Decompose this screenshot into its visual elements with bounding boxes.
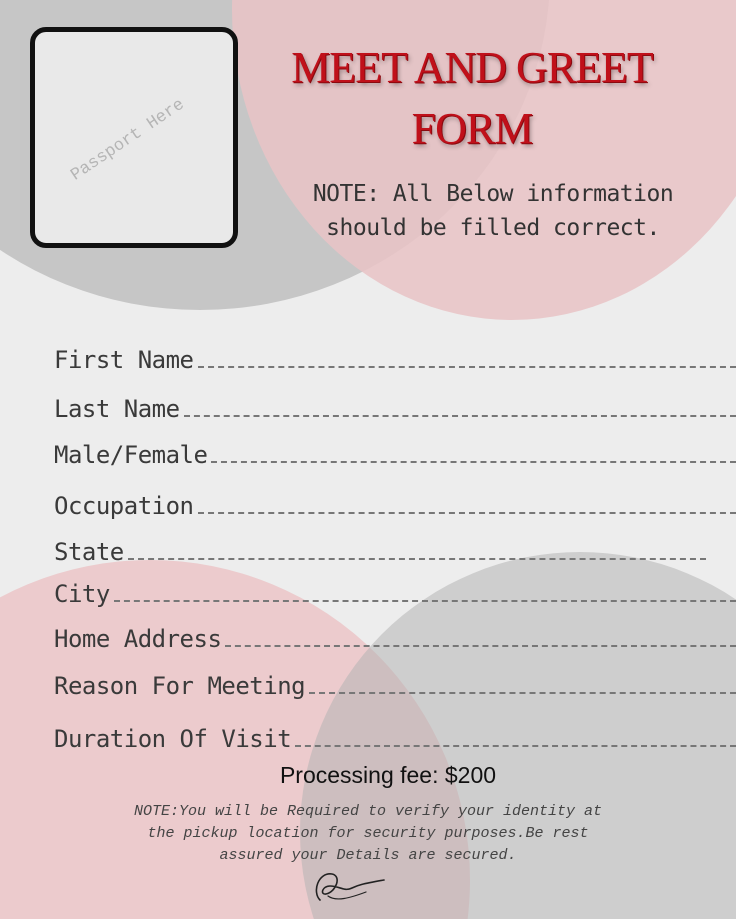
field-label: Duration Of Visit [54,725,292,753]
field-label: First Name [54,346,194,374]
field-first-name[interactable] [54,338,736,372]
field-reason-for-meeting[interactable] [54,664,736,698]
field-home-address[interactable] [54,617,736,651]
field-occupation[interactable] [54,484,736,518]
field-blank-line[interactable] [295,745,736,747]
field-label: Home Address [54,625,222,653]
field-blank-line[interactable] [198,366,736,368]
form-title-line1: MEET AND GREET [291,43,653,92]
field-gender[interactable] [54,433,736,467]
bottom-note-line2: the pickup location for security purposes.Be rest [147,825,589,842]
passport-photo-box[interactable] [30,27,238,248]
field-label: Occupation [54,492,194,520]
field-duration-of-visit[interactable] [54,717,736,751]
bottom-note-line3: assured your Details are secured. [219,847,517,864]
form-title-line2: FORM [411,104,533,153]
field-blank-line[interactable] [211,461,736,463]
field-state[interactable] [54,530,706,564]
signature-icon [306,862,390,912]
field-label: City [54,580,110,608]
field-label: Male/Female [54,441,208,469]
field-last-name[interactable] [54,387,736,421]
field-blank-line[interactable] [198,512,736,514]
field-blank-line[interactable] [225,645,736,647]
field-blank-line[interactable] [128,558,706,560]
field-blank-line[interactable] [309,692,736,694]
field-label: Last Name [54,395,180,423]
bottom-note-line1: NOTE:You will be Required to verify your identity at [133,803,603,820]
field-label: Reason For Meeting [54,672,306,700]
field-city[interactable] [54,572,736,606]
passport-placeholder: Passport Here [67,95,189,186]
processing-fee: Processing fee: $200 [279,762,497,788]
field-blank-line[interactable] [114,600,736,602]
field-label: State [54,538,124,566]
note-line2: should be filled correct. [326,215,660,241]
note-line1: NOTE: All Below information [312,181,674,207]
field-blank-line[interactable] [184,415,736,417]
